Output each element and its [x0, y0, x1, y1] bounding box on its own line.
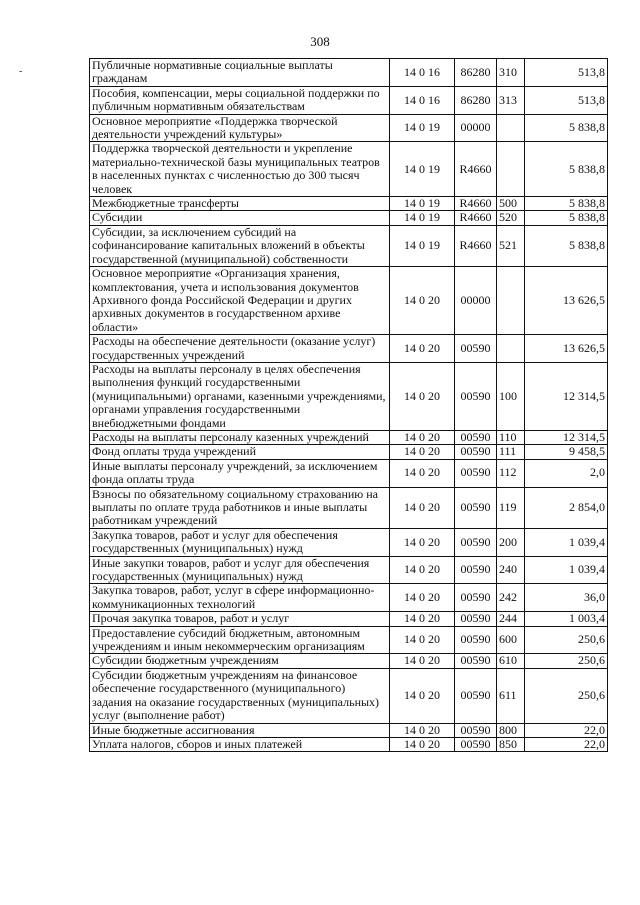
cell-amount: 250,6 [525, 654, 608, 668]
cell-amount: 5 838,8 [525, 114, 608, 142]
cell-amount: 513,8 [525, 59, 608, 87]
cell-target: 00000 [455, 267, 497, 335]
cell-type: 119 [497, 487, 525, 528]
cell-target: 00590 [455, 459, 497, 487]
cell-code: 14 0 20 [390, 335, 455, 363]
cell-code: 14 0 20 [390, 723, 455, 737]
cell-type: 100 [497, 362, 525, 430]
cell-code: 14 0 20 [390, 362, 455, 430]
table-row [90, 556, 608, 584]
cell-type: 111 [497, 445, 525, 459]
table-row [90, 59, 608, 87]
table-row [90, 430, 608, 444]
cell-name: Основное мероприятие «Поддержка творческой деятельности учреждений культуры» [90, 114, 390, 142]
cell-amount: 1 003,4 [525, 612, 608, 626]
cell-type: 112 [497, 459, 525, 487]
cell-target: 00590 [455, 737, 497, 751]
cell-name: Пособия, компенсации, меры социальной поддержки по публичным нормативным обязательствам [90, 86, 390, 114]
cell-amount: 5 838,8 [525, 211, 608, 225]
cell-code: 14 0 20 [390, 584, 455, 612]
cell-target: 00590 [455, 584, 497, 612]
cell-code: 14 0 20 [390, 654, 455, 668]
cell-type [497, 335, 525, 363]
cell-code: 14 0 20 [390, 487, 455, 528]
cell-name: Закупка товаров, работ, услуг в сфере информационно-коммуникационных технологий [90, 584, 390, 612]
cell-target: 00590 [455, 556, 497, 584]
cell-name: Субсидии [90, 211, 390, 225]
table-row [90, 668, 608, 723]
cell-target: 00590 [455, 445, 497, 459]
table-row [90, 459, 608, 487]
table-row [90, 612, 608, 626]
cell-target: 00590 [455, 668, 497, 723]
cell-target: 00590 [455, 612, 497, 626]
cell-name: Субсидии, за исключением субсидий на софинансирование капитальных вложений в объекты государственной (муниципальной) собственности [90, 225, 390, 266]
cell-type: 500 [497, 197, 525, 211]
cell-type: 240 [497, 556, 525, 584]
cell-type: 244 [497, 612, 525, 626]
cell-name: Прочая закупка товаров, работ и услуг [90, 612, 390, 626]
cell-amount: 9 458,5 [525, 445, 608, 459]
table-row [90, 723, 608, 737]
cell-code: 14 0 20 [390, 556, 455, 584]
cell-name: Фонд оплаты труда учреждений [90, 445, 390, 459]
cell-code: 14 0 20 [390, 459, 455, 487]
cell-target: R4660 [455, 211, 497, 225]
table-row [90, 267, 608, 335]
cell-name: Поддержка творческой деятельности и укрепление материально-технической базы муниципальных театров в населенных пунктах с численностью до 300 тысяч человек [90, 142, 390, 197]
table-row [90, 737, 608, 751]
cell-name: Основное мероприятие «Организация хранения, комплектования, учета и использования документов Архивного фонда Российской Федерации и других архивных документов в государственном архиве области» [90, 267, 390, 335]
cell-amount: 5 838,8 [525, 197, 608, 211]
cell-name: Взносы по обязательному социальному страхованию на выплаты по оплате труда работников и иные выплаты работникам учреждений [90, 487, 390, 528]
cell-amount: 12 314,5 [525, 430, 608, 444]
cell-code: 14 0 20 [390, 528, 455, 556]
table-row [90, 225, 608, 266]
budget-table [89, 58, 608, 752]
cell-type [497, 267, 525, 335]
cell-target: 00590 [455, 487, 497, 528]
table-row [90, 335, 608, 363]
table-row [90, 445, 608, 459]
cell-target: 86280 [455, 59, 497, 87]
cell-name: Расходы на обеспечение деятельности (оказание услуг) государственных учреждений [90, 335, 390, 363]
cell-name: Предоставление субсидий бюджетным, автономным учреждениям и иным некоммерческим организациям [90, 626, 390, 654]
cell-amount: 1 039,4 [525, 556, 608, 584]
cell-type: 200 [497, 528, 525, 556]
cell-target: 00590 [455, 654, 497, 668]
cell-target: 00590 [455, 335, 497, 363]
cell-code: 14 0 20 [390, 668, 455, 723]
cell-name: Субсидии бюджетным учреждениям на финансовое обеспечение государственного (муниципального) задания на оказание государственных (муниципальных) услуг (выполнение работ) [90, 668, 390, 723]
page-number: 308 [310, 34, 330, 49]
cell-code: 14 0 16 [390, 59, 455, 87]
cell-type: 800 [497, 723, 525, 737]
cell-target: 00590 [455, 430, 497, 444]
cell-amount: 12 314,5 [525, 362, 608, 430]
cell-target: 00000 [455, 114, 497, 142]
table-row [90, 528, 608, 556]
cell-name: Расходы на выплаты персоналу казенных учреждений [90, 430, 390, 444]
cell-amount: 5 838,8 [525, 225, 608, 266]
cell-type: 520 [497, 211, 525, 225]
cell-code: 14 0 20 [390, 626, 455, 654]
cell-code: 14 0 19 [390, 225, 455, 266]
table-row [90, 197, 608, 211]
cell-target: R4660 [455, 142, 497, 197]
cell-amount: 250,6 [525, 626, 608, 654]
cell-code: 14 0 20 [390, 737, 455, 751]
cell-type: 611 [497, 668, 525, 723]
cell-amount: 36,0 [525, 584, 608, 612]
cell-target: 00590 [455, 626, 497, 654]
cell-type [497, 114, 525, 142]
cell-code: 14 0 20 [390, 430, 455, 444]
cell-amount: 513,8 [525, 86, 608, 114]
cell-target: R4660 [455, 225, 497, 266]
cell-name: Закупка товаров, работ и услуг для обеспечения государственных (муниципальных) нужд [90, 528, 390, 556]
cell-type: 242 [497, 584, 525, 612]
cell-amount: 2,0 [525, 459, 608, 487]
cell-name: Расходы на выплаты персоналу в целях обеспечения выполнения функций государственными (муниципальными) органами, казенными учреждениями, органами управления государственными внебюджетными фондами [90, 362, 390, 430]
cell-name: Иные бюджетные ассигнования [90, 723, 390, 737]
cell-amount: 13 626,5 [525, 267, 608, 335]
table-row [90, 626, 608, 654]
cell-type: 313 [497, 86, 525, 114]
cell-target: 00590 [455, 723, 497, 737]
cell-name: Уплата налогов, сборов и иных платежей [90, 737, 390, 751]
cell-type: 310 [497, 59, 525, 87]
cell-amount: 5 838,8 [525, 142, 608, 197]
cell-type: 600 [497, 626, 525, 654]
table-row [90, 584, 608, 612]
cell-type: 521 [497, 225, 525, 266]
table-row [90, 142, 608, 197]
cell-code: 14 0 19 [390, 197, 455, 211]
cell-name: Межбюджетные трансферты [90, 197, 390, 211]
cell-amount: 250,6 [525, 668, 608, 723]
cell-name: Иные выплаты персоналу учреждений, за исключением фонда оплаты труда [90, 459, 390, 487]
cell-type: 110 [497, 430, 525, 444]
margin-mark: - [19, 66, 23, 77]
cell-amount: 13 626,5 [525, 335, 608, 363]
cell-code: 14 0 20 [390, 612, 455, 626]
table-row [90, 114, 608, 142]
cell-name: Публичные нормативные социальные выплаты гражданам [90, 59, 390, 87]
table-row [90, 211, 608, 225]
cell-name: Субсидии бюджетным учреждениям [90, 654, 390, 668]
cell-code: 14 0 20 [390, 267, 455, 335]
cell-amount: 1 039,4 [525, 528, 608, 556]
cell-amount: 2 854,0 [525, 487, 608, 528]
table-row [90, 362, 608, 430]
cell-code: 14 0 20 [390, 445, 455, 459]
cell-target: 00590 [455, 528, 497, 556]
cell-code: 14 0 19 [390, 211, 455, 225]
cell-target: R4660 [455, 197, 497, 211]
budget-table-body [90, 59, 608, 752]
cell-target: 86280 [455, 86, 497, 114]
cell-type: 850 [497, 737, 525, 751]
cell-target: 00590 [455, 362, 497, 430]
cell-code: 14 0 16 [390, 86, 455, 114]
cell-amount: 22,0 [525, 737, 608, 751]
cell-code: 14 0 19 [390, 114, 455, 142]
table-row [90, 86, 608, 114]
cell-code: 14 0 19 [390, 142, 455, 197]
cell-type: 610 [497, 654, 525, 668]
table-row [90, 487, 608, 528]
cell-amount: 22,0 [525, 723, 608, 737]
cell-name: Иные закупки товаров, работ и услуг для обеспечения государственных (муниципальных) нужд [90, 556, 390, 584]
cell-type [497, 142, 525, 197]
table-row [90, 654, 608, 668]
